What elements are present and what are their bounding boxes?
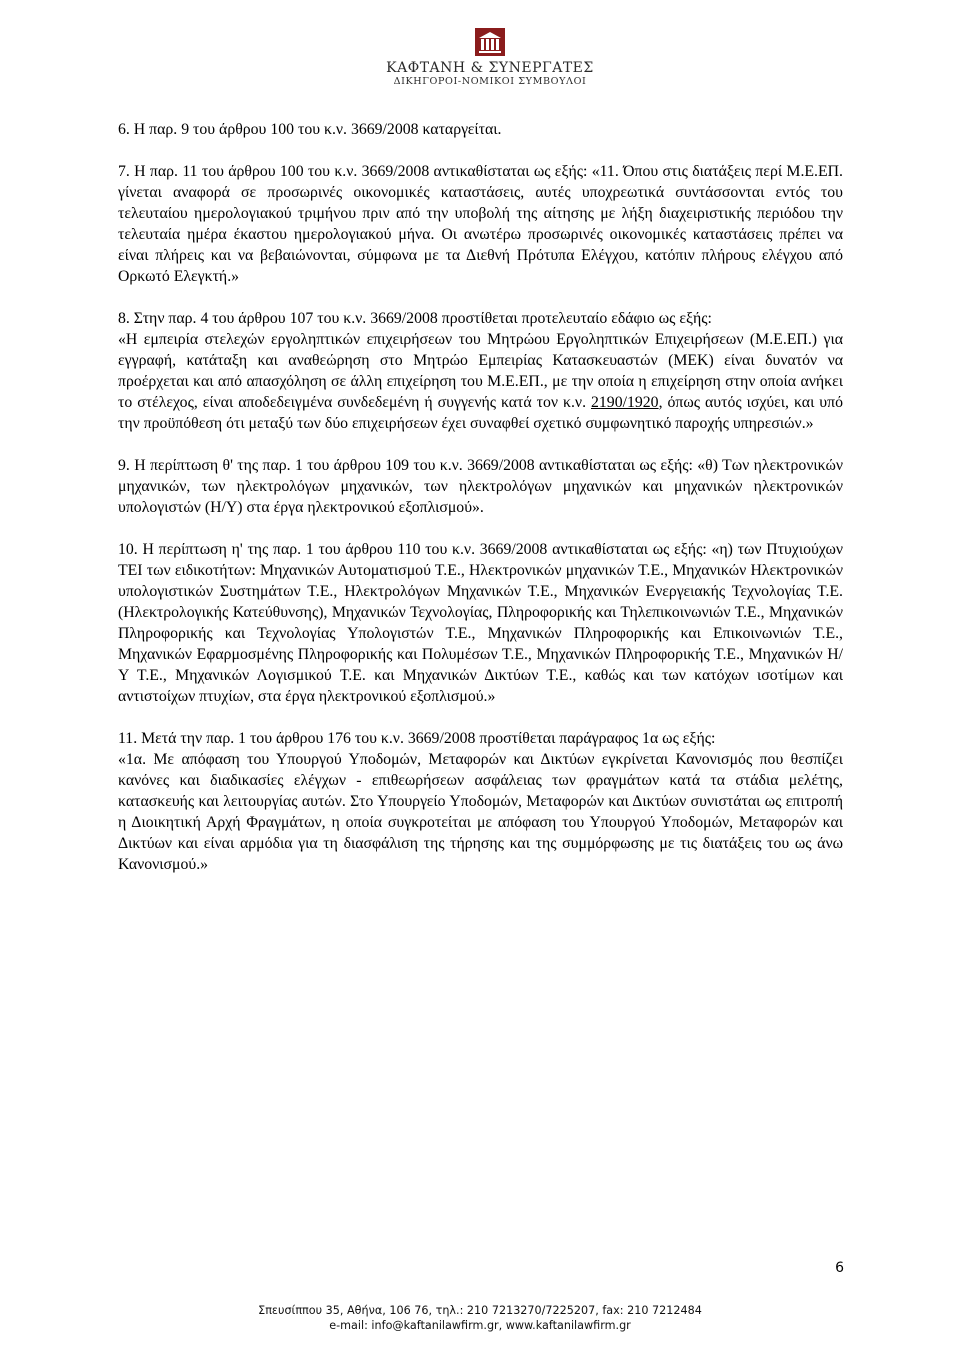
paragraph-9-text: 9. Η περίπτωση θ' της παρ. 1 του άρθρου 109 του κ.ν. 3669/2008 αντικαθίσταται ως εξής: «θ) Των ηλεκτρονικών μηχανικών, των ηλεκτρολόγων μηχανικών, των ηλεκτρολόγων μηχανικών και μηχανικών ηλεκτρονικών υπολογιστών (Η/Υ) στα έργα ηλεκτρονικού εξοπλισμού». bbox=[118, 457, 843, 516]
firm-name: ΚΑΦΤΑΝΗ & ΣΥΝΕΡΓΑΤΕΣ bbox=[386, 60, 594, 76]
paragraph-8-quote-start: «Η εμπειρία στελεχών εργοληπτικών επιχειρήσεων του Μητρώου Εργοληπτικών Επιχειρήσεων (Μ.Ε.ΕΠ.) για εγγραφή, κατάταξη και αναθεώρηση στο Μητρώο Εμπειρίας Κατασκευαστών (ΜΕΚ) είναι δυνατόν να προέρχεται και από απασχόληση σε άλλη επιχείρηση του Μ.Ε.ΕΠ., με την οποία η επιχείρηση στην οποία ανήκει το στέλεχος, είναι αποδεδειγμένα συνδεδεμένη ή συγγενής κατά τον κ.ν. bbox=[118, 331, 843, 411]
paragraph-7-text: 7. Η παρ. 11 του άρθρου 100 του κ.ν. 3669/2008 αντικαθίσταται ως εξής: «11. Όπου στις διατάξεις περί Μ.Ε.ΕΠ. γίνεται αναφορά σε προσωρινές οικονομικές καταστάσεις, αυτές υποχρεωτικά συντάσσονται εντός του τελευταίου ημερολογιακού τριμήνου πριν από την υποβολή της αίτησης με λήξη διαχειριστικής περιόδου την τελευταία ημέρα έκαστου ημερολογιακού μήνα. Οι ανωτέρω προσωρινές οικονομικές καταστάσεις πρέπει να είναι πλήρεις και να βεβαιώνονται, σύμφωνα με τα Διεθνή Πρότυπα Ελέγχου, κατόπιν πλήρους ελέγχου από Ορκωτό Ελεγκτή.» bbox=[118, 163, 843, 285]
paragraph-6 bbox=[118, 119, 843, 140]
paragraph-7 bbox=[118, 161, 843, 287]
footer-address: Σπευσίππου 35, Αθήνα, 106 76, τηλ.: 210 7213270/7225207, fax: 210 7212484 bbox=[258, 1304, 702, 1317]
paragraph-9 bbox=[118, 455, 843, 518]
paragraph-8 bbox=[118, 308, 843, 434]
law-reference-link[interactable]: 2190/1920 bbox=[591, 394, 659, 411]
paragraph-11-quote: «1α. Με απόφαση του Υπουργού Υποδομών, Μεταφορών και Δικτύων εγκρίνεται Κανονισμός που θεσπίζει κανόνες και διαδικασίες ελέγχων - επιθεωρήσεων ασφάλειας των φραγμάτων κατά τα στάδια μελέτης, κατασκευής και λειτουργίας αυτών. Στο Υπουργείο Υποδομών, Μεταφορών και Δικτύων συνιστάται ως επιτροπή η Διοικητική Αρχή Φραγμάτων, η οποία συγκροτείται με απόφαση του Υπουργού Υποδομών, Μεταφορών και Δικτύων και είναι αρμόδια για τη διασφάλιση της τήρησης και της συμμόρφωσης με τις διατάξεις του ως άνω Κανονισμού.» bbox=[118, 751, 843, 873]
paragraph-11 bbox=[118, 728, 843, 875]
document-body bbox=[118, 119, 843, 875]
page-footer bbox=[180, 1303, 780, 1333]
letterhead bbox=[370, 28, 610, 88]
firm-subtitle: ΔΙΚΗΓΟΡΟΙ-ΝΟΜΙΚΟΙ ΣΥΜΒΟΥΛΟΙ bbox=[393, 76, 587, 87]
footer-contact: e-mail: info@kaftanilawfirm.gr, www.kaftanilawfirm.gr bbox=[329, 1319, 631, 1332]
paragraph-10 bbox=[118, 539, 843, 707]
page-number: 6 bbox=[835, 1260, 844, 1276]
paragraph-11-intro: 11. Μετά την παρ. 1 του άρθρου 176 του κ.ν. 3669/2008 προστίθεται παράγραφος 1α ως εξής: bbox=[118, 730, 716, 747]
paragraph-8-intro: 8. Στην παρ. 4 του άρθρου 107 του κ.ν. 3669/2008 προστίθεται προτελευταίο εδάφιο ως εξής: bbox=[118, 310, 712, 327]
paragraph-8-quote-end: , όπως αυτός ισχύει, και υπό την προϋπόθεση ότι μεταξύ των δύο επιχειρήσεων έχει συναφθεί σχετικό συμφωνητικό παροχής υπηρεσιών.» bbox=[118, 394, 843, 432]
building-columns-icon bbox=[475, 28, 505, 56]
paragraph-6-text: 6. Η παρ. 9 του άρθρου 100 του κ.ν. 3669/2008 καταργείται. bbox=[118, 121, 502, 138]
paragraph-10-text: 10. Η περίπτωση η' της παρ. 1 του άρθρου 110 του κ.ν. 3669/2008 αντικαθίσταται ως εξής: «η) των Πτυχιούχων ΤΕΙ των ειδικοτήτων: Μηχανικών Αυτοματισμού Τ.Ε., Ηλεκτρονικών μηχανικών Τ.Ε., Μηχανικών Ηλεκτρονικών υπολογιστικών Συστημάτων Τ.Ε., Ηλεκτρολόγων Μηχανικών Τ.Ε., Μηχανικών Ενεργειακής Τεχνολογίας Τ.Ε. (Ηλεκτρολογικής Κατεύθυνσης), Μηχανικών Τεχνολογίας, Πληροφορικής και Τηλεπικοινωνιών Τ.Ε., Μηχανικών Πληροφορικής και Τεχνολογίας Υπολογιστών Τ.Ε., Μηχανικών Πληροφορικής και Επικοινωνιών Τ.Ε., Μηχανικών Εφαρμοσμένης Πληροφορικής και Πολυμέσων Τ.Ε., Μηχανικών Πληροφορικής Τ.Ε., Μηχανικών Η/Υ Τ.Ε., Μηχανικών Λογισμικού Τ.Ε. και Μηχανικών Δικτύων Τ.Ε., καθώς και των κατόχων ισοτίμων και αντιστοίχων πτυχίων, στα έργα ηλεκτρονικού εξοπλισμού.» bbox=[118, 541, 843, 705]
